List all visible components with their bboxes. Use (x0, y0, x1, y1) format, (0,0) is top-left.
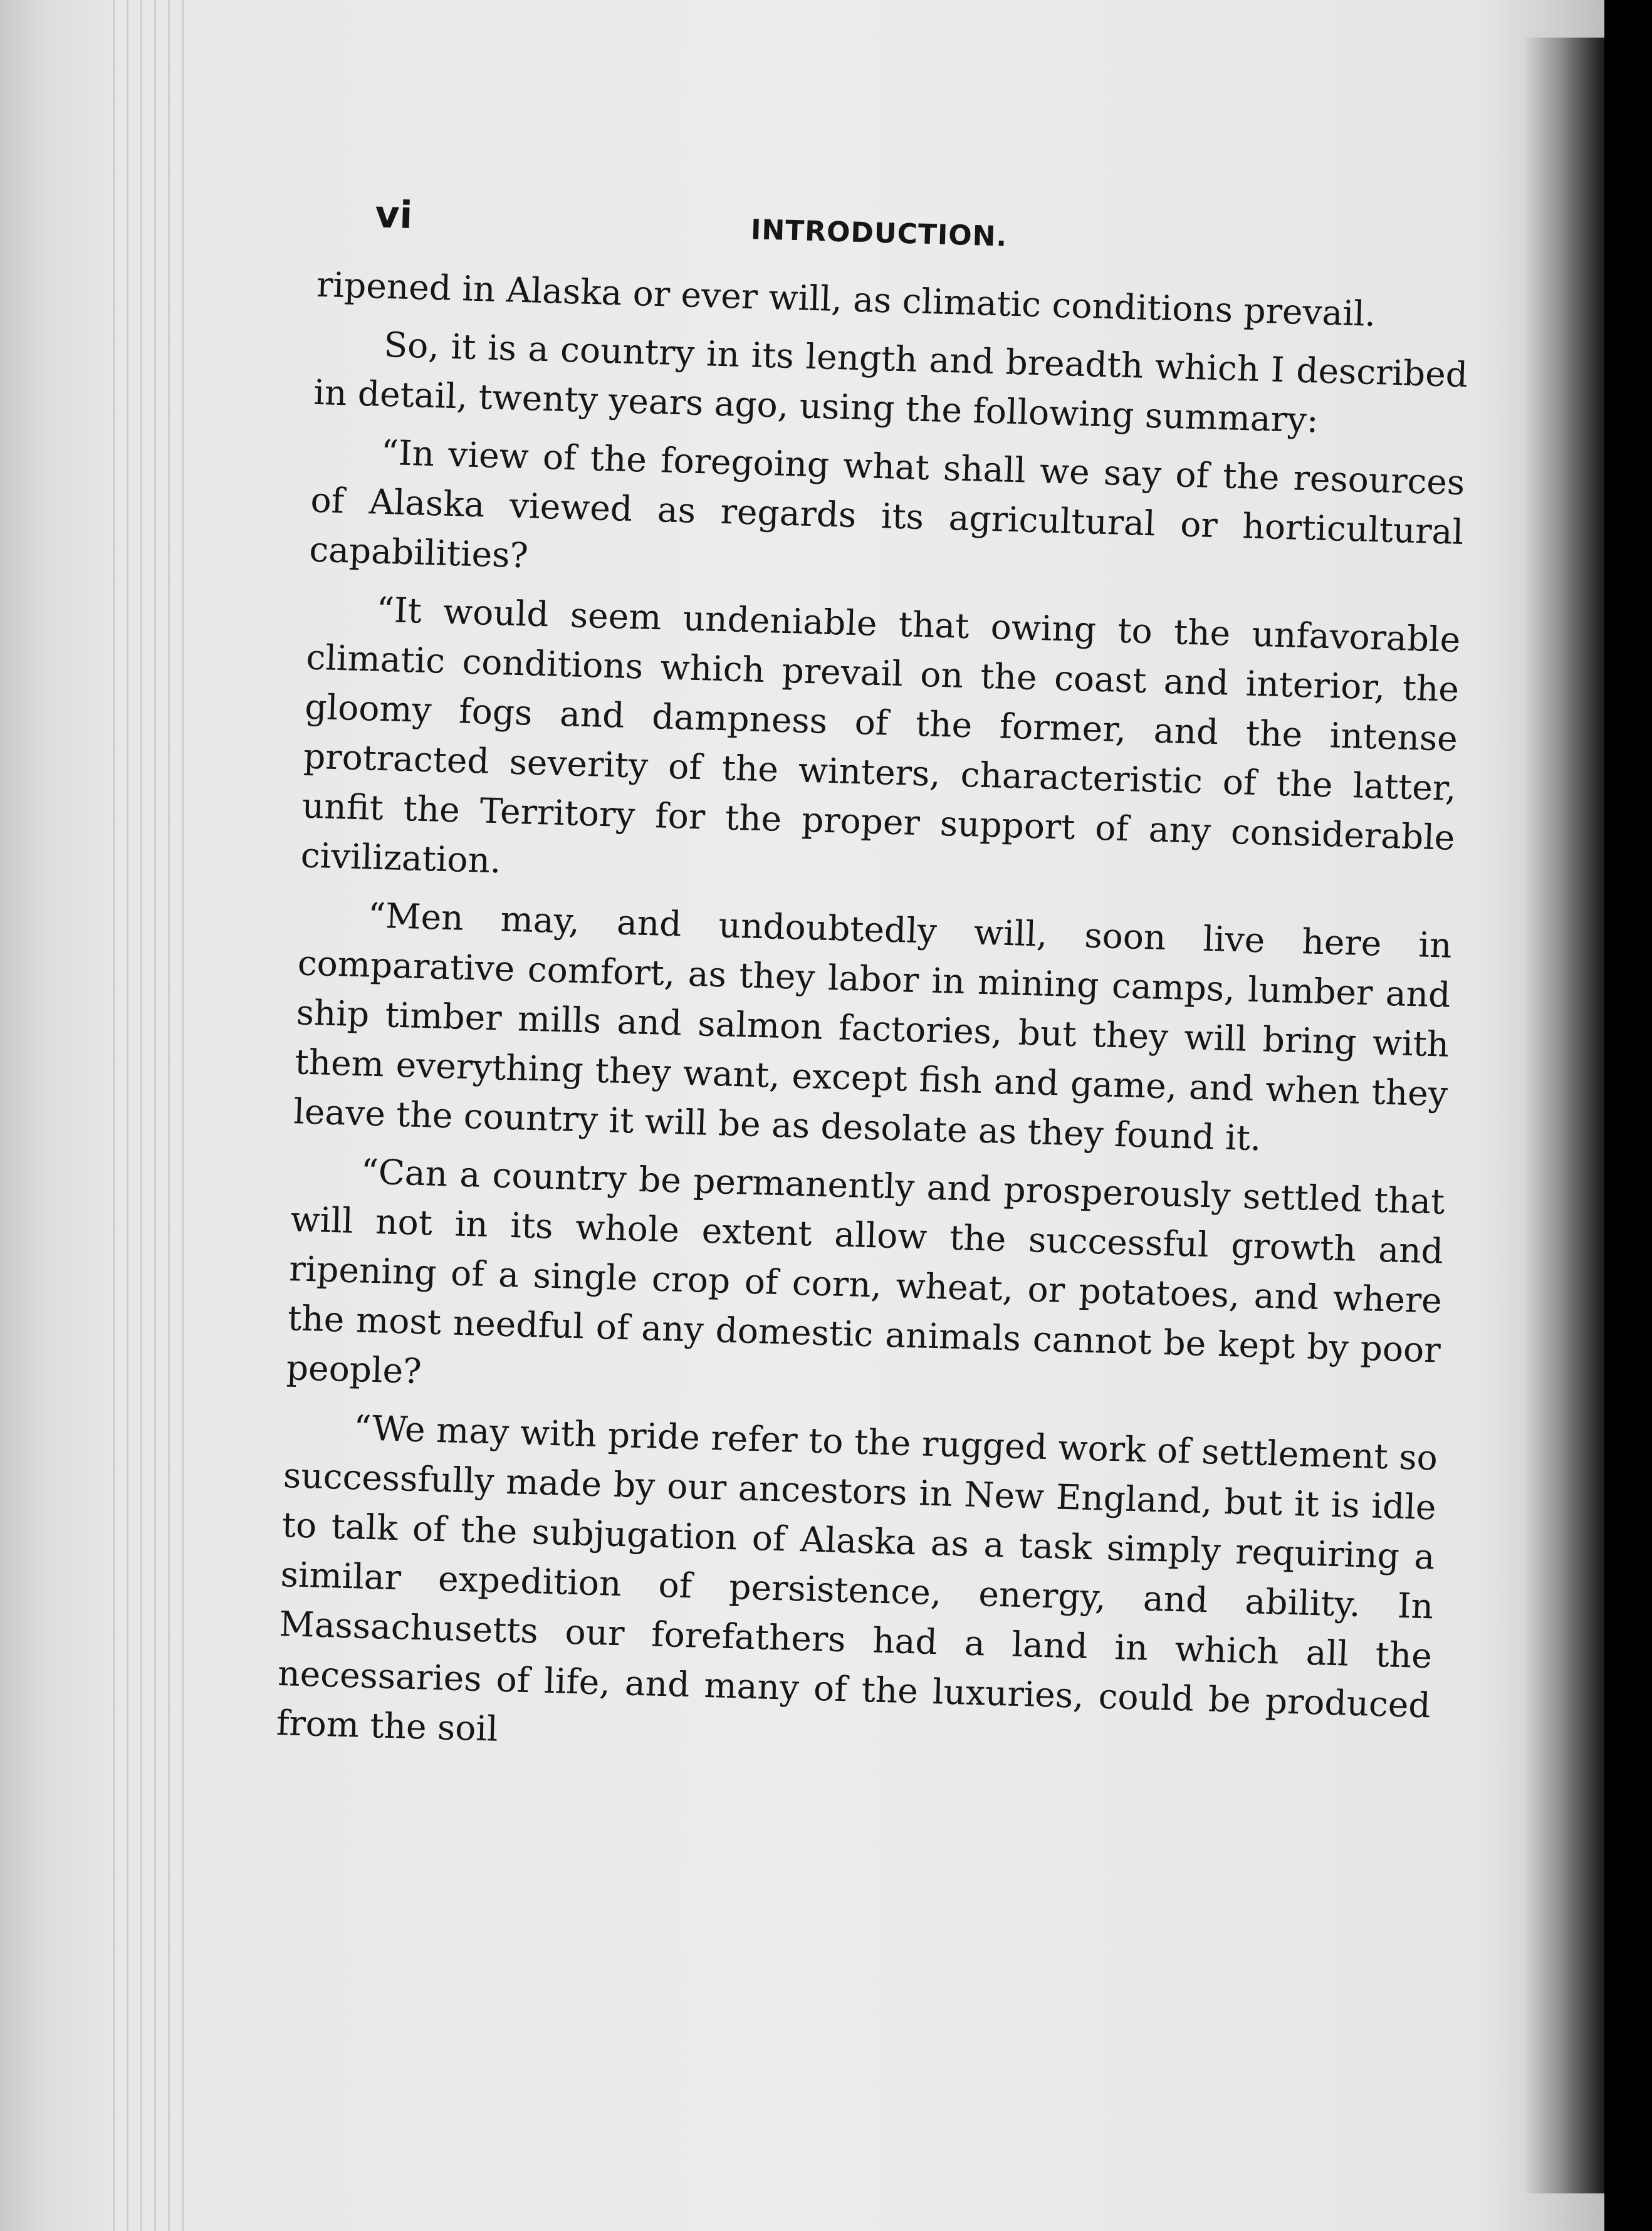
binding-gutter (113, 0, 188, 2231)
page-edge-shadow (1523, 38, 1604, 2193)
paragraph: “We may with pride refer to the rugged work of settlement so successfully made by our ancestors in New England, but it is idle to talk of the subjugation of Alaska as a task simply requiring a similar expedition of persistence, energy, and ability. In Massachusetts our forefathers had a land in which all the necessaries of life, and many of the luxuries, could be produced from the soil (276, 1408, 1438, 1749)
paragraph: ripened in Alaska or ever will, as climatic conditions prevail. (316, 264, 1376, 334)
paragraph: So, it is a country in its length and breadth which I described in detail, twenty years ago, using the following summary: (313, 324, 1468, 441)
paragraph: “Men may, and undoubtedly will, soon live here in comparative comfort, as they labor in mining camps, lumber and ship timber mills and salmon factories, but they will bring with them everything they want, except fish and game, and when they leave the country it will be as desolate as they found it. (293, 895, 1453, 1159)
paragraph: “Can a country be permanently and prosperously settled that will not in its whole extent allow the successful growth and ripening of a single crop of corn, wheat, or potatoes, and where the most needful of any domestic animals cannot be kept by poor people? (286, 1151, 1446, 1392)
paragraph: “It would seem undeniable that owing to the unfavorable climatic conditions which prevail on the coast and interior, the gloomy fogs and dampness of the former, and the intense protracted severity of the winters, characteristic of the latter, unfit the Territory for the proper support of any considerable civilization. (300, 589, 1461, 881)
page-text-block (269, 191, 1472, 2009)
paragraph: “In view of the foregoing what shall we say of the resources of Alaska viewed as regards its agricultural or horticultural capabilities? (308, 432, 1466, 576)
chapter-title: INTRODUCTION. (750, 214, 1008, 253)
page-number: vi (374, 192, 414, 238)
